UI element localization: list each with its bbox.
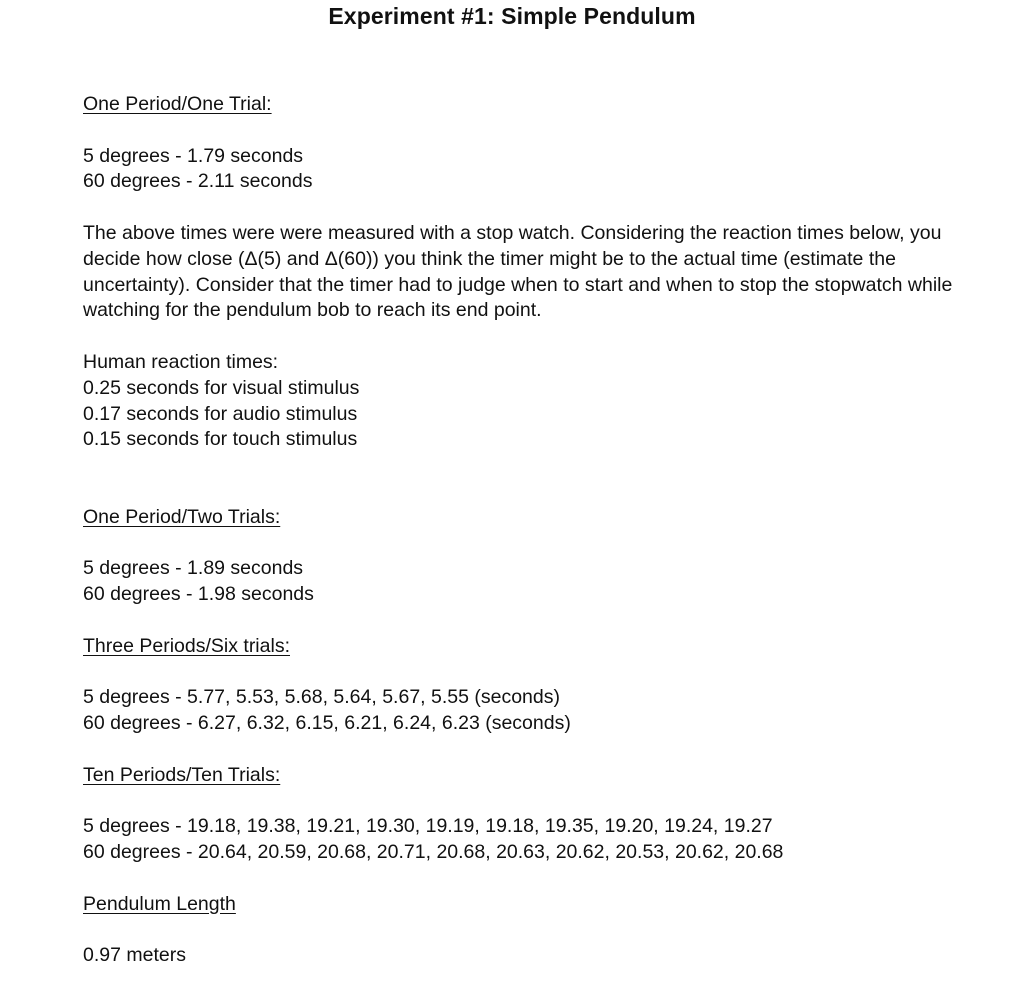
section-heading-three-periods-six-trials: Three Periods/Six trials: <box>83 634 290 657</box>
section-ten-periods-ten-trials <box>83 763 963 866</box>
measurement-60-degrees: 60 degrees - 1.98 seconds <box>83 583 314 606</box>
section-heading-one-period-one-trial: One Period/One Trial: <box>83 93 272 115</box>
measurement-60-degrees: 60 degrees - 20.64, 20.59, 20.68, 20.71, 20.68, 20.63, 20.62, 20.53, 20.62, 20.68 <box>83 841 784 864</box>
document-body <box>83 92 963 969</box>
reaction-times-heading: Human reaction times: <box>83 350 279 373</box>
measurement-60-degrees: 60 degrees - 2.11 seconds <box>83 170 313 193</box>
measurement-5-degrees: 5 degrees - 1.79 seconds <box>83 144 304 167</box>
section-three-periods-six-trials <box>83 634 963 737</box>
measurement-5-degrees: 5 degrees - 1.89 seconds <box>83 557 304 580</box>
reaction-touch: 0.15 seconds for touch stimulus <box>83 428 358 451</box>
section-one-period-two-trials <box>83 505 963 608</box>
section-one-period-one-trial <box>83 92 963 195</box>
section-heading-ten-periods-ten-trials: Ten Periods/Ten Trials: <box>83 763 281 786</box>
measurement-60-degrees: 60 degrees - 6.27, 6.32, 6.15, 6.21, 6.24, 6.23 (seconds) <box>83 712 571 735</box>
reaction-audio: 0.17 seconds for audio stimulus <box>83 402 358 425</box>
section-heading-pendulum-length: Pendulum Length <box>83 892 236 915</box>
section-pendulum-length <box>83 892 963 969</box>
document-title: Experiment #1: Simple Pendulum <box>328 3 696 29</box>
section-heading-one-period-two-trials: One Period/Two Trials: <box>83 505 281 528</box>
reaction-visual: 0.25 seconds for visual stimulus <box>83 376 360 399</box>
section-reaction-times <box>83 350 963 453</box>
measurement-5-degrees: 5 degrees - 5.77, 5.53, 5.68, 5.64, 5.67, 5.55 (seconds) <box>83 686 560 709</box>
measurement-5-degrees: 5 degrees - 19.18, 19.38, 19.21, 19.30, 19.19, 19.18, 19.35, 19.20, 19.24, 19.27 <box>83 815 773 838</box>
pendulum-length-value: 0.97 meters <box>83 944 186 967</box>
instructions-paragraph: The above times were were measured with a stop watch. Considering the reaction times below, you decide how close (Δ(5) and Δ(60)) you think the timer might be to the actual time (estimate the uncertainty). Consider that the timer had to judge when to start and when to stop the stopwatch while watching for the pendulum bob to reach its end point. <box>83 221 953 322</box>
